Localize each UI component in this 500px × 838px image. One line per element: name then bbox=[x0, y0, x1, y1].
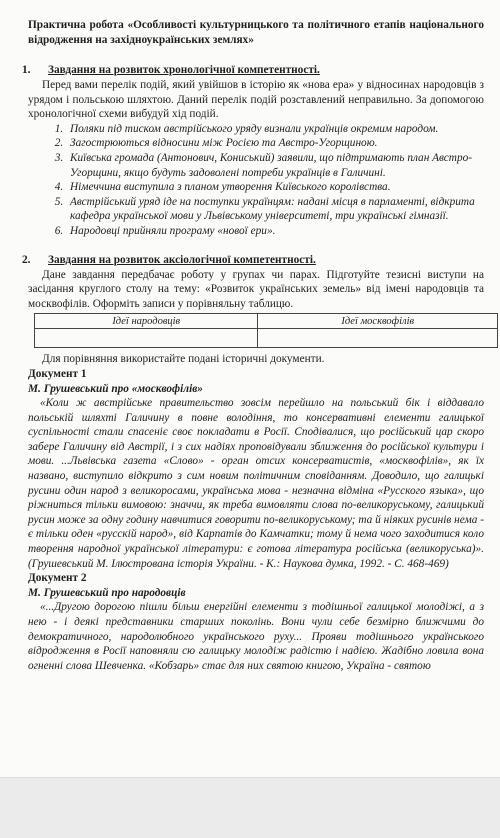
event-item: 4. Німеччина виступила з планом утворення Київського королівства. bbox=[66, 180, 484, 195]
page-bottom-margin bbox=[0, 777, 500, 838]
section-1-title: Завдання на розвиток хронологічної компетентності. bbox=[48, 64, 320, 76]
section-2-intro: Дане завдання передбачає роботу у групах чи парах. Підготуйте тезисні виступи на засідання круглого столу на тему: «Розвиток українських земель» від імені народовців та москвофілів. Оформіть записи у порівняльну таблицю. bbox=[28, 268, 484, 310]
event-item: 3. Київська громада (Антонович, Кониський) заявили, що підтримають план Австро-Угорщини, якщо будуть задоволені потреби українців в Галичині. bbox=[66, 151, 484, 180]
table-row bbox=[35, 329, 498, 348]
event-item: 6. Народовці прийняли програму «нової ери». bbox=[66, 224, 484, 239]
section-2-number: 2. bbox=[22, 253, 31, 266]
header-moskvofily: Ідеї москвофілів bbox=[258, 314, 498, 329]
document-1-subtitle: М. Грушевський про «москвофілів» bbox=[28, 382, 203, 395]
event-item: 5. Австрійський уряд іде на поступки українцям: надані місця в парламенті, відкрита кафедра української мови у Львівському університеті, три українські гімназії. bbox=[66, 195, 484, 224]
documents-note: Для порівняння використайте подані історичні документи. bbox=[42, 353, 325, 366]
section-1-heading bbox=[22, 63, 484, 78]
document-2-subtitle: М. Грушевський про народовців bbox=[28, 586, 186, 599]
table-header-row bbox=[35, 314, 498, 329]
table-cell-empty[interactable] bbox=[258, 329, 498, 348]
section-2-heading bbox=[22, 253, 484, 268]
document-1-label: Документ 1 bbox=[28, 367, 87, 380]
section-2-title: Завдання на розвиток аксіологічної компетентності. bbox=[48, 253, 316, 266]
comparison-table bbox=[34, 313, 498, 348]
events-list bbox=[22, 122, 484, 239]
table-cell-empty[interactable] bbox=[35, 329, 258, 348]
spacer bbox=[22, 239, 484, 253]
section-1-intro: Перед вами перелік подій, який увійшов в історію як «нова ера» у відносинах народовців з урядом і польською шляхтою. Даний перелік подій розставлений неправильно. За допомогою хронологічної схеми вибудуй хід подій. bbox=[28, 79, 484, 121]
document-2-label: Документ 2 bbox=[28, 572, 87, 585]
document-1-text: «Коли ж австрійське правительство зовсім перейшло на польський бік і віддавало польській шляхті Галичину в повне володіння, то консервативні елементи галицької суспільності стали спасеніє своє покладати в Росії. Сподівалися, що російський цар скоро забере Галичину від Австрії, і з сих надіях проповідували зближення до російської культури і мови. ...Львівська газета «Слово» - орган отсих консерватистів, «москвофілів», як їх названо, виступило відкрито з сим новим політичним сповіданням. Доводило, що галицькі русини один народ з великоросами, українська мова - незначна відміна «Русского языка», що ріжниться тільки вимовою: значчи, як треба вимовляти слова по-великоруському, галицький русин може за одну годину навчитися говорити по-великоруському; та й ніяких русинів нема - є тільки оден «русскій народ», від Карпатів до Камчатки; тому й нема чого заходитися коло творення народної української літератури: є готова література російська (великоруська)». (Грушевський М. Ілюстрована історія України. - К.: Наукова думка, 1992. - С. 468-469) bbox=[28, 397, 484, 570]
event-item: 2. Загострюються відносини між Росією та Австро-Угорщиною. bbox=[66, 136, 484, 151]
event-item: 1. Поляки під тиском австрійського уряду визнали українців окремим народом. bbox=[66, 122, 484, 137]
section-1-number: 1. bbox=[22, 64, 31, 76]
header-narodovtsi: Ідеї народовців bbox=[35, 314, 258, 329]
document-2-text: «...Другою дорогою пішли більш енергійні елементи з тодішньої галицької молодіжі, а з нею - і деякі представники старших поколінь. Вони чули себе безмірно ближчими до демократичного, народолюбного українського руху... Прояви тодішнього українського відродження в Росії наповняли сю галицьку молодіж радістю і надією. Жадібно ловила вона огненні слова Шевченка. «Кобзарь» стає для них святою книгою, Україна - святою bbox=[28, 601, 484, 672]
page-title: Практична робота «Особливості культурницького та політичного етапів національного відродження на західноукраїнських землях» bbox=[28, 19, 484, 46]
